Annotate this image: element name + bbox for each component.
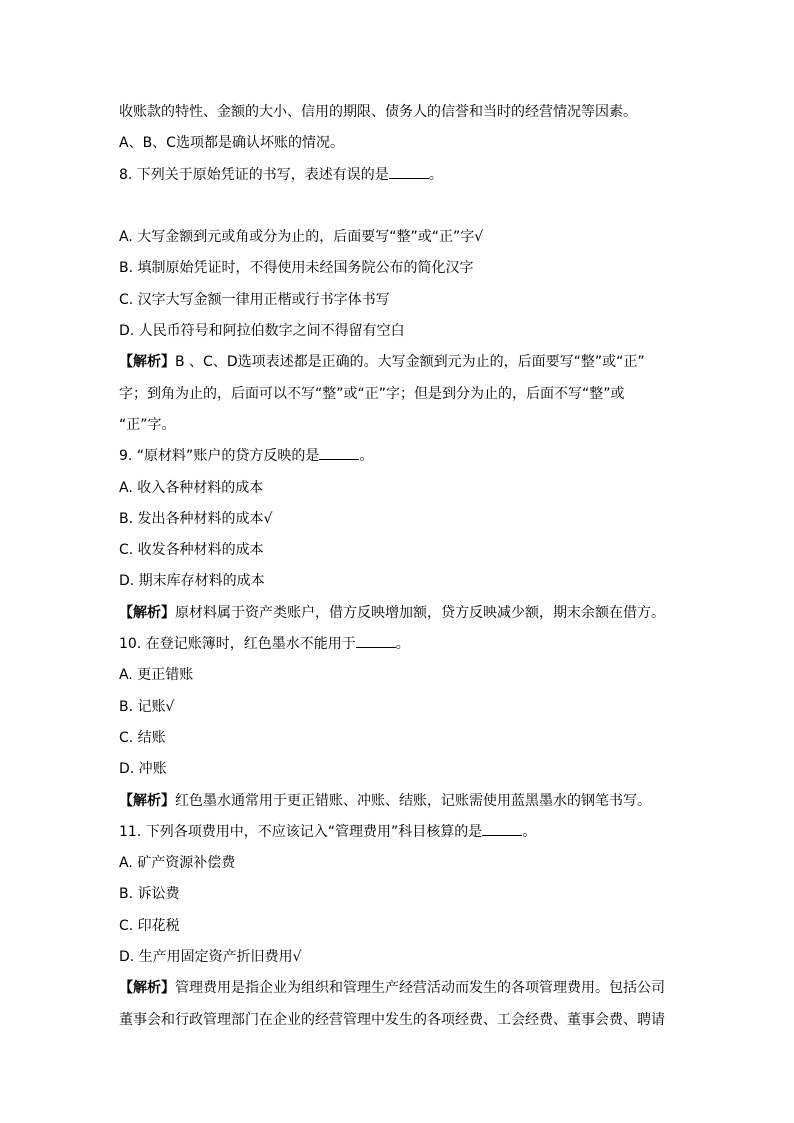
line-text: C. 汉字大写金额一律用正楷或行书字体书写	[119, 291, 390, 308]
line-text: A. 更正错账	[119, 667, 194, 684]
analysis-line	[119, 598, 679, 629]
line-text: D. 人民币符号和阿拉伯数字之间不得留有空白	[119, 323, 405, 340]
text-line	[119, 97, 679, 128]
line-text: 10. 在登记账簿时，红色墨水不能用于	[119, 636, 356, 653]
text-line	[119, 723, 679, 754]
line-end: 。	[522, 823, 537, 840]
line-text: A. 矿产资源补偿费	[119, 855, 236, 872]
text-line	[119, 316, 679, 347]
answer-blank	[482, 821, 522, 836]
line-text: 收账款的特性、金额的大小、信用的期限、债务人的信誉和当时的经营情况等因素。	[119, 104, 637, 120]
line-text: 8. 下列关于原始凭证的书写，表述有误的是	[119, 166, 389, 183]
line-text: D. 期末库存材料的成本	[119, 573, 265, 590]
text-line	[119, 253, 679, 284]
text-line	[119, 379, 679, 410]
line-text: B. 填制原始凭证时，不得使用未经国务院公布的简化汉字	[119, 260, 474, 277]
line-text: B 、C、D选项表述都是正确的。大写金额到元为止的，后面要写“整”或“正”	[175, 354, 645, 371]
analysis-line	[119, 973, 679, 1004]
line-end: 。	[359, 448, 374, 465]
document-body	[119, 97, 679, 1036]
text-line	[119, 535, 679, 566]
answer-blank	[356, 633, 396, 648]
answer-blank	[389, 164, 429, 179]
line-text: D. 冲账	[119, 761, 167, 778]
blank-line	[119, 191, 679, 222]
text-line	[119, 128, 679, 159]
line-end: 。	[428, 166, 443, 183]
text-line	[119, 285, 679, 316]
text-line	[119, 566, 679, 597]
line-text: C. 收发各种材料的成本	[119, 542, 264, 559]
text-line	[119, 1005, 679, 1036]
line-text: 字；到角为止的，后面可以不写“整”或“正”字；但是到分为止的，后面不写“整”或	[119, 385, 625, 402]
text-line	[119, 660, 679, 691]
line-text: “正”字。	[119, 416, 176, 433]
line-text: 管理费用是指企业为组织和管理生产经营活动而发生的各项管理费用。包括公司	[175, 980, 665, 997]
line-text: D. 生产用固定资产折旧费用√	[119, 949, 302, 966]
text-line	[119, 754, 679, 785]
line-text: 董事会和行政管理部门在企业的经营管理中发生的各项经费、工会经费、董事会费、聘请	[119, 1011, 665, 1028]
question-line	[119, 160, 679, 191]
text-line	[119, 222, 679, 253]
line-text: C. 印花税	[119, 917, 180, 934]
line-text: B. 发出各种材料的成本√	[119, 510, 273, 527]
text-line	[119, 473, 679, 504]
line-text: A. 收入各种材料的成本	[119, 479, 264, 496]
line-end: 。	[395, 636, 410, 653]
line-text: B. 诉讼费	[119, 886, 180, 903]
text-line	[119, 848, 679, 879]
question-line	[119, 817, 679, 848]
text-line	[119, 942, 679, 973]
line-text: 原材料属于资产类账户，借方反映增加额，贷方反映减少额，期末余额在借方。	[175, 604, 665, 621]
answer-blank	[319, 445, 359, 460]
text-line	[119, 879, 679, 910]
line-text: 9. “原材料”账户的贷方反映的是	[119, 448, 320, 465]
line-text: C. 结账	[119, 729, 166, 746]
analysis-line	[119, 786, 679, 817]
line-text: B. 记账√	[119, 698, 175, 715]
text-line	[119, 692, 679, 723]
analysis-tag: 【解析】	[119, 980, 175, 997]
question-line	[119, 441, 679, 472]
line-text: 11. 下列各项费用中，不应该记入“管理费用”科目核算的是	[119, 823, 483, 840]
analysis-tag: 【解析】	[119, 604, 175, 621]
question-line	[119, 629, 679, 660]
text-line	[119, 911, 679, 942]
analysis-line	[119, 347, 679, 378]
analysis-tag: 【解析】	[119, 354, 175, 371]
line-text: A、B、C选项都是确认坏账的情况。	[119, 135, 344, 152]
text-line	[119, 504, 679, 535]
line-text: 红色墨水通常用于更正错账、冲账、结账，记账需使用蓝黑墨水的钢笔书写。	[175, 792, 651, 809]
text-line	[119, 410, 679, 441]
analysis-tag: 【解析】	[119, 792, 175, 809]
line-text: A. 大写金额到元或角或分为止的，后面要写“整”或“正”字√	[119, 229, 484, 246]
